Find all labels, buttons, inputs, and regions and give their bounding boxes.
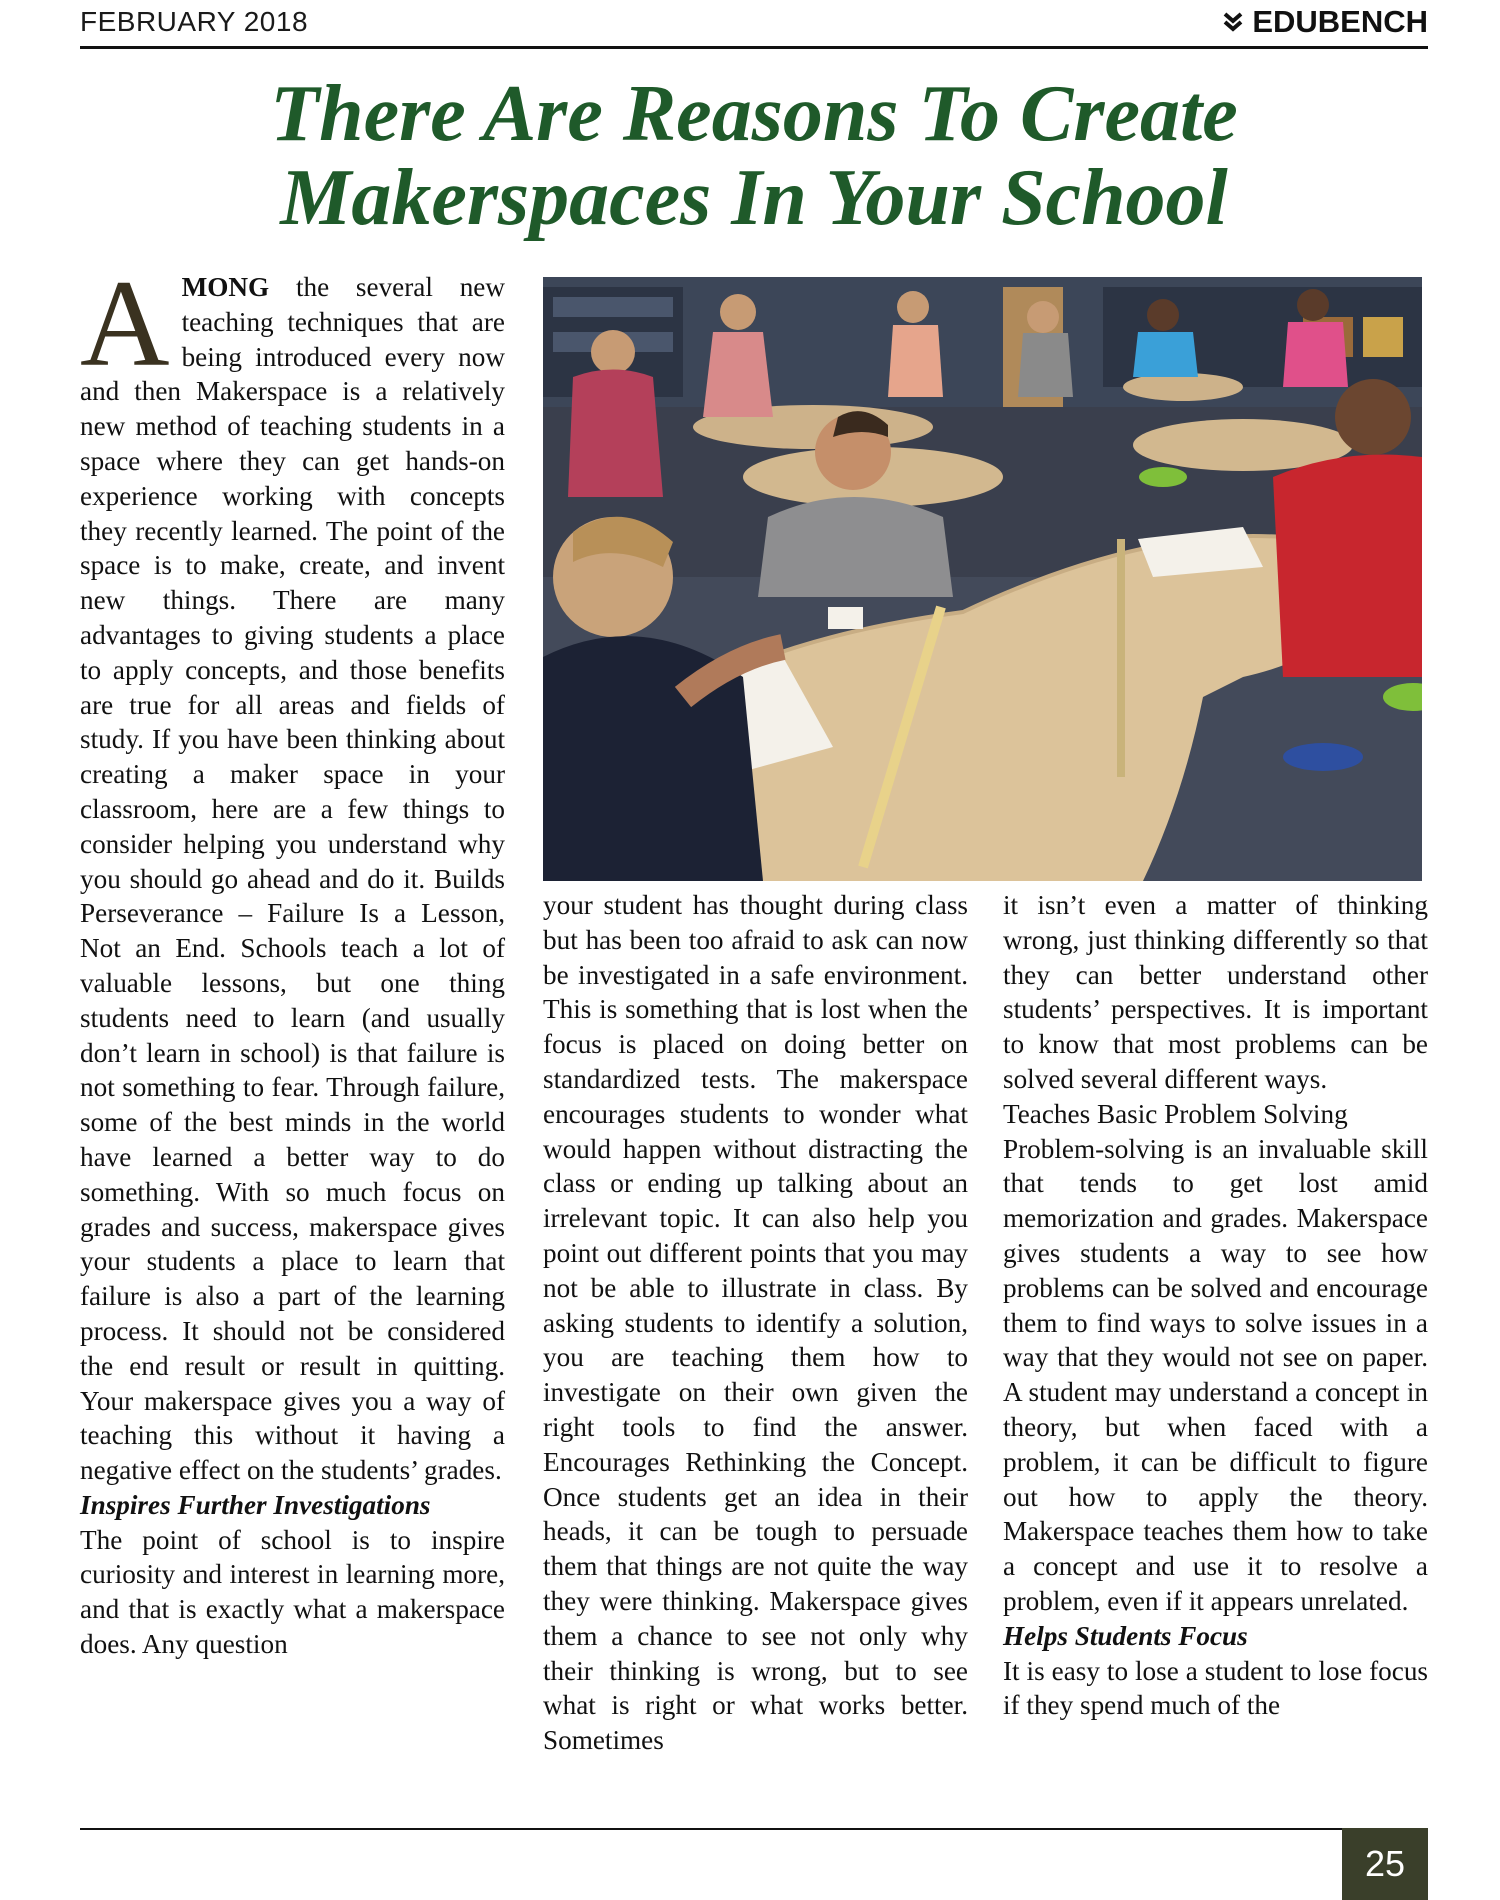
drop-cap: A [80,255,170,392]
subhead-inspires: Inspires Further Investigations [80,1489,431,1520]
col2-text: your student has thought during class but has been too afraid to ask can now be investigated in a safe environment. This is something that is lost when the focus is placed on doing better on standardized tests. The makerspace encourages students to wonder what would happen without distracting the class or ending up talking about an irrelevant topic. It can also help you point out different points that you may not be able to illustrate in class. By asking students to identify a solution, you are teaching them how to investigate on their own given the right tools to find the answer. Encourages Rethinking the Concept. Once students get an idea in their heads, it can be tough to persuade them that things are not quite the way they were thinking. Makerspace gives them a chance to see not only why their thinking is wrong, but to see what is right or what works better. Sometimes [543,890,968,1756]
header-brand [1222,4,1428,40]
article-title: There Are Reasons To Create Makerspaces In Your School [270,70,1238,242]
lead-word: MONG [181,272,270,302]
subhead-focus: Helps Students Focus [1003,1620,1248,1651]
intro-paragraph [80,255,505,1488]
footer-rule [80,1828,1428,1830]
col1-after-text: The point of school is to inspire curiosity and interest in learning more, and that is exactly what a makerspace does. Any question [80,1524,505,1660]
page-number: 25 [1342,1828,1428,1900]
chevron-down-double-icon [1222,11,1244,33]
column-1 [80,255,505,1662]
column-2 [543,888,968,1758]
intro-text: the several new teaching techniques that are being introduced every now and then Makerspace is a relatively new method of teaching students in a space where they can get hands-on experience working with concepts they recently learned. The point of the space is to make, create, and invent new things. There are many advantages to giving students a place to apply concepts, and those benefits are true for all areas and fields of study. If you have been thinking about creating a maker space in your classroom, here are a few things to consider helping you understand why you should go ahead and do it. Builds Perseverance – Failure Is a Lesson, Not an End. Schools teach a lot of valuable lessons, but one thing students need to learn (and usually don’t learn in school) is that failure is not something to fear. Through failure, some of the best minds in the world have learned a better way to do something. With so much focus on grades and success, makerspace gives your students a place to learn that failure is also a part of the learning process. It should not be considered the end result or result in quitting. Your makerspace gives you a way of teaching this without it having a negative effect on the students’ grades. [80,272,505,1486]
makerspace-students-illustration [543,277,1422,881]
col3-text-3: It is easy to lose a student to lose focus if they spend much of the [1003,1655,1428,1721]
column-3 [1003,888,1428,1723]
brand-name: EDUBENCH [1252,4,1428,39]
subhead-problem-solving: Teaches Basic Problem Solving [1003,1098,1348,1129]
col3-text-1: it isn’t even a matter of thinking wrong, just thinking differently so that they can better understand other students’ perspectives. It is important to know that most problems can be solved several different ways. [1003,890,1428,1094]
classroom-photo [543,277,1422,881]
header-date: FEBRUARY 2018 [80,6,309,37]
col3-text-2: Problem-solving is an invaluable skill that tends to get lost amid memorization and grades. Makerspace gives students a way to see how problems can be solved and encourage them to find ways to solve issues in a way that they would not see on paper. A student may understand a concept in theory, but when faced with a problem, it can be difficult to figure out how to apply the theory. Makerspace teaches them how to take a concept and use it to resolve a problem, even if it appears unrelated. [1003,1133,1428,1616]
header-rule [80,46,1428,49]
